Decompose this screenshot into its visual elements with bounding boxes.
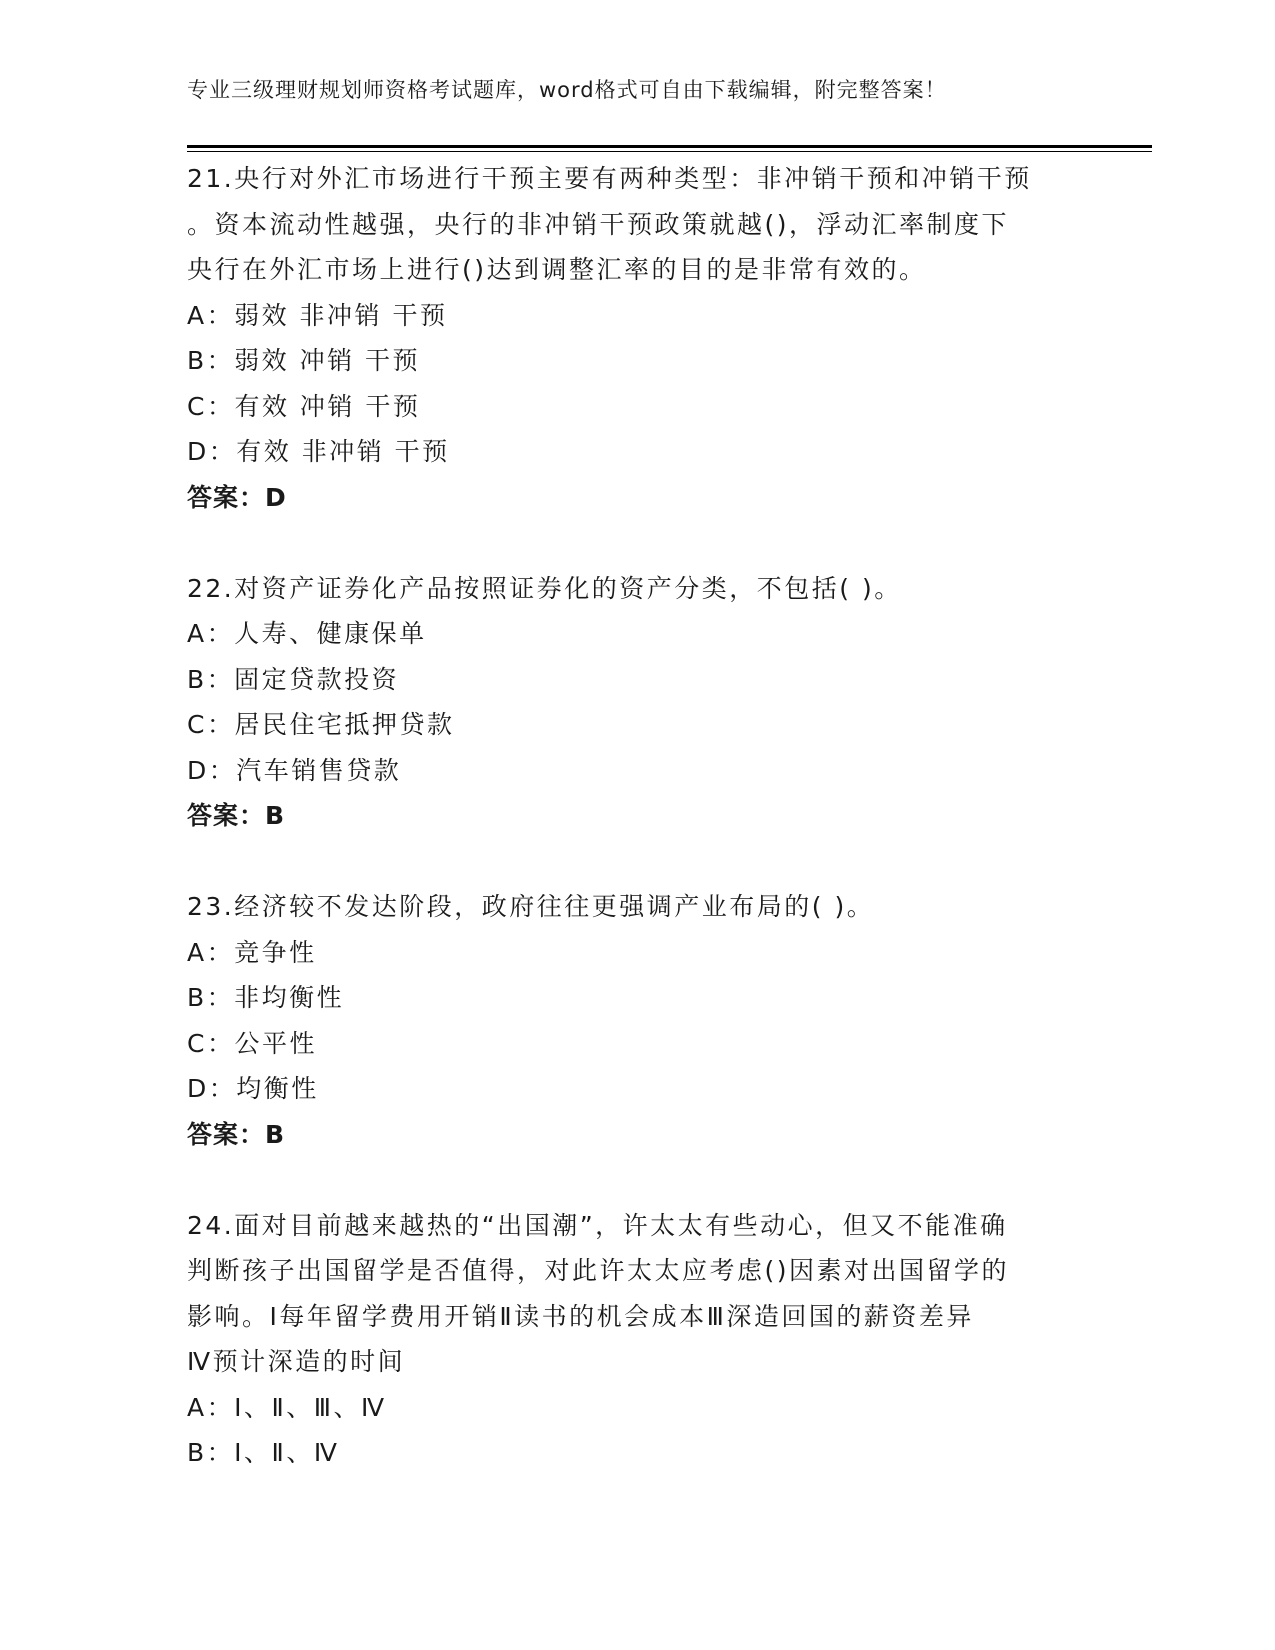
question-line: Ⅳ预计深造的时间 <box>187 1347 406 1376</box>
option-b: B：固定贷款投资 <box>187 664 400 694</box>
question-23 <box>187 884 1087 1157</box>
question-list <box>187 156 1087 1476</box>
question-line: 24.面对目前越来越热的“出国潮”，许太太有些动心，但又不能准确 <box>187 1210 1008 1240</box>
option-c: C：居民住宅抵押贷款 <box>187 710 455 739</box>
question-21 <box>187 156 1087 520</box>
question-22 <box>187 566 1087 839</box>
option-list <box>187 1385 1087 1476</box>
option-d: D：均衡性 <box>187 1074 319 1103</box>
header-rule-thin <box>187 151 1152 152</box>
option-b: B：弱效 冲销 干预 <box>187 346 421 375</box>
option-d: D：汽车销售贷款 <box>187 755 402 785</box>
question-line: 影响。Ⅰ每年留学费用开销Ⅱ读书的机会成本Ⅲ深造回国的薪资差异 <box>187 1301 974 1331</box>
question-line: 判断孩子出国留学是否值得，对此许太太应考虑()因素对出国留学的 <box>187 1256 1010 1285</box>
answer-line: 答案：B <box>187 801 286 830</box>
option-b: B：Ⅰ、Ⅱ、Ⅳ <box>187 1438 340 1467</box>
answer-line: 答案：B <box>187 1119 286 1149</box>
option-list <box>187 611 1087 793</box>
option-list <box>187 293 1087 475</box>
option-list <box>187 930 1087 1112</box>
question-line: 23.经济较不发达阶段，政府往往更强调产业布局的( )。 <box>187 892 875 921</box>
question-24 <box>187 1203 1087 1476</box>
question-line: 。资本流动性越强，央行的非冲销干预政策就越()，浮动汇率制度下 <box>187 209 1010 239</box>
question-line: 央行在外汇市场上进行()达到调整汇率的目的是非常有效的。 <box>187 255 927 284</box>
question-line: 21.央行对外汇市场进行干预主要有两种类型：非冲销干预和冲销干预 <box>187 164 1032 193</box>
option-a: A：Ⅰ、Ⅱ、Ⅲ、Ⅳ <box>187 1392 387 1422</box>
option-a: A：人寿、健康保单 <box>187 619 427 648</box>
option-a: A：弱效 非冲销 干预 <box>187 300 448 330</box>
answer-line: 答案：D <box>187 482 287 512</box>
option-a: A：竞争性 <box>187 937 317 967</box>
header-rule-thick <box>187 145 1152 148</box>
page-header: 专业三级理财规划师资格考试题库，word格式可自由下载编辑，附完整答案！ <box>187 78 947 102</box>
option-c: C：公平性 <box>187 1028 317 1058</box>
option-c: C：有效 冲销 干预 <box>187 391 421 421</box>
option-d: D：有效 非冲销 干预 <box>187 437 450 466</box>
option-b: B：非均衡性 <box>187 983 345 1012</box>
spacer <box>187 1157 1087 1203</box>
spacer <box>187 520 1087 566</box>
question-line: 22.对资产证券化产品按照证券化的资产分类，不包括( )。 <box>187 573 902 603</box>
spacer <box>187 839 1087 885</box>
